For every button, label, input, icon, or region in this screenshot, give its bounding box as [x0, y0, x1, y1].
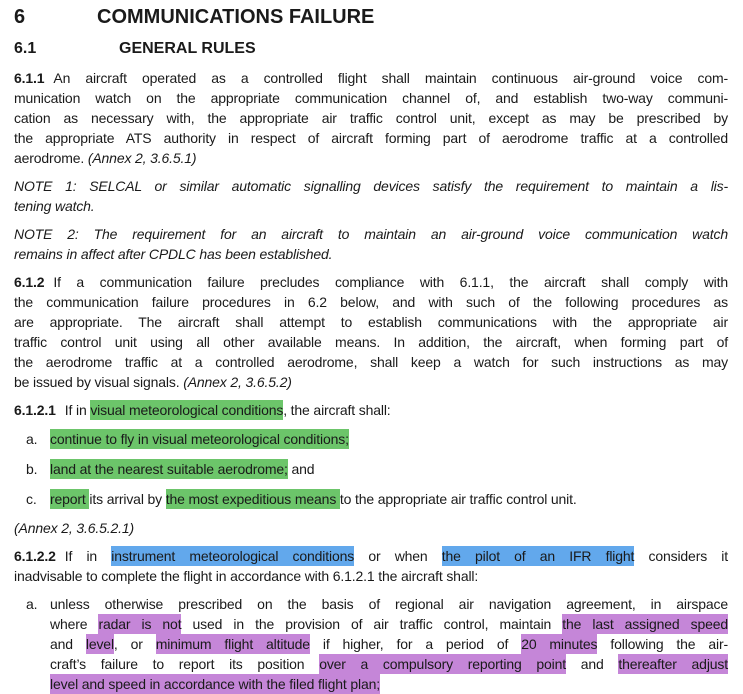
list-item-a-ifr: [14, 594, 728, 694]
text-run: unless otherwise prescribed on the basis of regional air navigation agreement, in airspace: [50, 596, 728, 612]
text-line: [14, 272, 728, 292]
paragraph-number: 6.1.1: [14, 70, 45, 86]
document-body: [14, 68, 728, 694]
highlight-purple: level and speed in accordance with the filed flight plan;: [50, 676, 381, 692]
text-run: inadvisable to complete the flight in accordance with 6.1.2.1 the aircraft shall:: [14, 568, 479, 584]
text-run: cation as necessary with, the appropriate air traffic control unit, except as may be prescribed by: [14, 110, 728, 126]
text-line: [14, 128, 728, 148]
note-1: [14, 176, 728, 216]
text-line: [14, 108, 728, 128]
highlight-blue: the pilot of an IFR flight: [441, 548, 635, 564]
text-run: and: [566, 656, 619, 672]
text-line: [14, 224, 728, 244]
text-line: [50, 654, 728, 674]
text-run: following the air-: [597, 636, 729, 652]
text-run: traffic control unit using all other available means. In addition, the aircraft, when forming part of: [14, 334, 728, 350]
text-line: [50, 634, 728, 654]
text-run: , the aircraft shall:: [283, 402, 391, 418]
text-run: munication watch on the appropriate communication channel of, and establish two-way communi-: [14, 90, 728, 106]
text-line: [50, 674, 728, 694]
text-line: [14, 312, 728, 332]
text-line: [14, 148, 728, 168]
highlight-green: report: [50, 491, 90, 507]
para-6-1-1: [14, 68, 728, 168]
text-run: If in: [64, 402, 91, 418]
highlight-green: land at the nearest suitable aerodrome;: [50, 461, 288, 477]
highlight-green: visual meteorological conditions: [90, 402, 284, 418]
section-title: GENERAL RULES: [119, 40, 256, 57]
para-6-1-2: [14, 272, 728, 392]
text-line: [14, 244, 728, 264]
para-6-1-2-2: [14, 546, 728, 586]
text-line: [50, 488, 728, 510]
paragraph-number: 6.1.2.2: [14, 548, 56, 564]
text-line: [50, 614, 728, 634]
chapter-number: 6: [14, 6, 26, 28]
highlight-purple: the last assigned speed: [562, 616, 729, 632]
text-run: where: [50, 616, 99, 632]
text-run: the appropriate ATS authority in respect of aircraft forming part of aerodrome traffic at a controlled: [14, 130, 728, 146]
highlight-purple: over a compulsory reporting point: [319, 656, 566, 672]
note-2: [14, 224, 728, 264]
text-line: [14, 352, 728, 372]
text-run: and: [50, 636, 86, 652]
highlight-purple: radar is not: [98, 616, 182, 632]
text-line: [14, 332, 728, 352]
text-run: the aerodrome traffic at a controlled aerodrome, shall keep a watch for such instructions as may: [14, 354, 728, 370]
text-line: [14, 68, 728, 88]
text-line: [14, 292, 728, 312]
section-number: 6.1: [14, 40, 37, 57]
para-6-1-2-1: [14, 400, 728, 420]
text-line: [14, 88, 728, 108]
highlight-green: continue to fly in visual meteorological conditions;: [50, 431, 349, 447]
highlight-green: the most expeditious means: [165, 491, 340, 507]
list-item-c: [14, 488, 728, 510]
list-item-b: [14, 458, 728, 480]
text-run: if higher, for a period of: [309, 636, 522, 652]
list-marker: c.: [26, 491, 37, 507]
text-run: If a communication failure precludes compliance with 6.1.1, the aircraft shall comply with: [53, 274, 728, 290]
highlight-purple: 20 minutes: [521, 636, 598, 652]
text-run: If in: [64, 548, 112, 564]
text-run: tening watch.: [14, 198, 95, 214]
text-run: or when: [354, 548, 442, 564]
text-run: its arrival by: [89, 491, 166, 507]
text-run: and: [287, 461, 315, 477]
list-marker: a.: [26, 596, 38, 612]
paragraph-number: 6.1.2: [14, 274, 45, 290]
section-heading: [14, 40, 256, 58]
text-run: craft’s failure to report its position: [50, 656, 320, 672]
text-run: considers it: [634, 548, 728, 564]
text-line: [50, 594, 728, 614]
list-item-a: [14, 428, 728, 450]
text-line: [14, 196, 728, 216]
text-run: to the appropriate air traffic control unit.: [339, 491, 577, 507]
text-run: An aircraft operated as a controlled flight shall maintain continuous air-ground voice com-: [53, 70, 728, 86]
text-run: NOTE 2: The requirement for an aircraft to maintain an air-ground voice communication watch: [14, 226, 728, 242]
text-run: (Annex 2, 3.6.5.2.1): [14, 520, 134, 536]
annex-ref: [14, 518, 728, 538]
text-run: be issued by visual signals.: [14, 374, 184, 390]
text-run: remains in affect after CPDLC has been established.: [14, 246, 333, 262]
text-run: aerodrome.: [14, 150, 88, 166]
chapter-heading: [14, 6, 375, 29]
annex-reference: (Annex 2, 3.6.5.1): [87, 150, 197, 166]
annex-reference: (Annex 2, 3.6.5.2): [183, 374, 292, 390]
highlight-purple: thereafter adjust: [618, 656, 729, 672]
text-line: [14, 176, 728, 196]
text-run: the communication failure procedures in 6.2 below, and with such of the following procedures as: [14, 294, 728, 310]
text-run: NOTE 1: SELCAL or similar automatic signalling devices satisfy the requirement to maintain a lis-: [14, 178, 728, 194]
text-line: [50, 458, 728, 480]
text-line: [50, 428, 728, 450]
highlight-blue: instrument meteorological conditions: [111, 548, 355, 564]
text-line: [14, 546, 728, 566]
text-run: used in the provision of air traffic control, maintain: [181, 616, 563, 632]
text-line: [14, 372, 728, 392]
chapter-title: COMMUNICATIONS FAILURE: [97, 6, 375, 28]
paragraph-number: 6.1.2.1: [14, 402, 56, 418]
highlight-purple: minimum flight altitude: [155, 636, 310, 652]
highlight-purple: level: [85, 636, 114, 652]
list-marker: a.: [26, 431, 38, 447]
text-line: [14, 566, 728, 586]
text-run: , or: [113, 636, 156, 652]
text-line: [14, 518, 728, 538]
list-marker: b.: [26, 461, 38, 477]
text-line: [14, 400, 728, 420]
text-run: are appropriate. The aircraft shall attempt to establish communications with the appropriate air: [14, 314, 728, 330]
